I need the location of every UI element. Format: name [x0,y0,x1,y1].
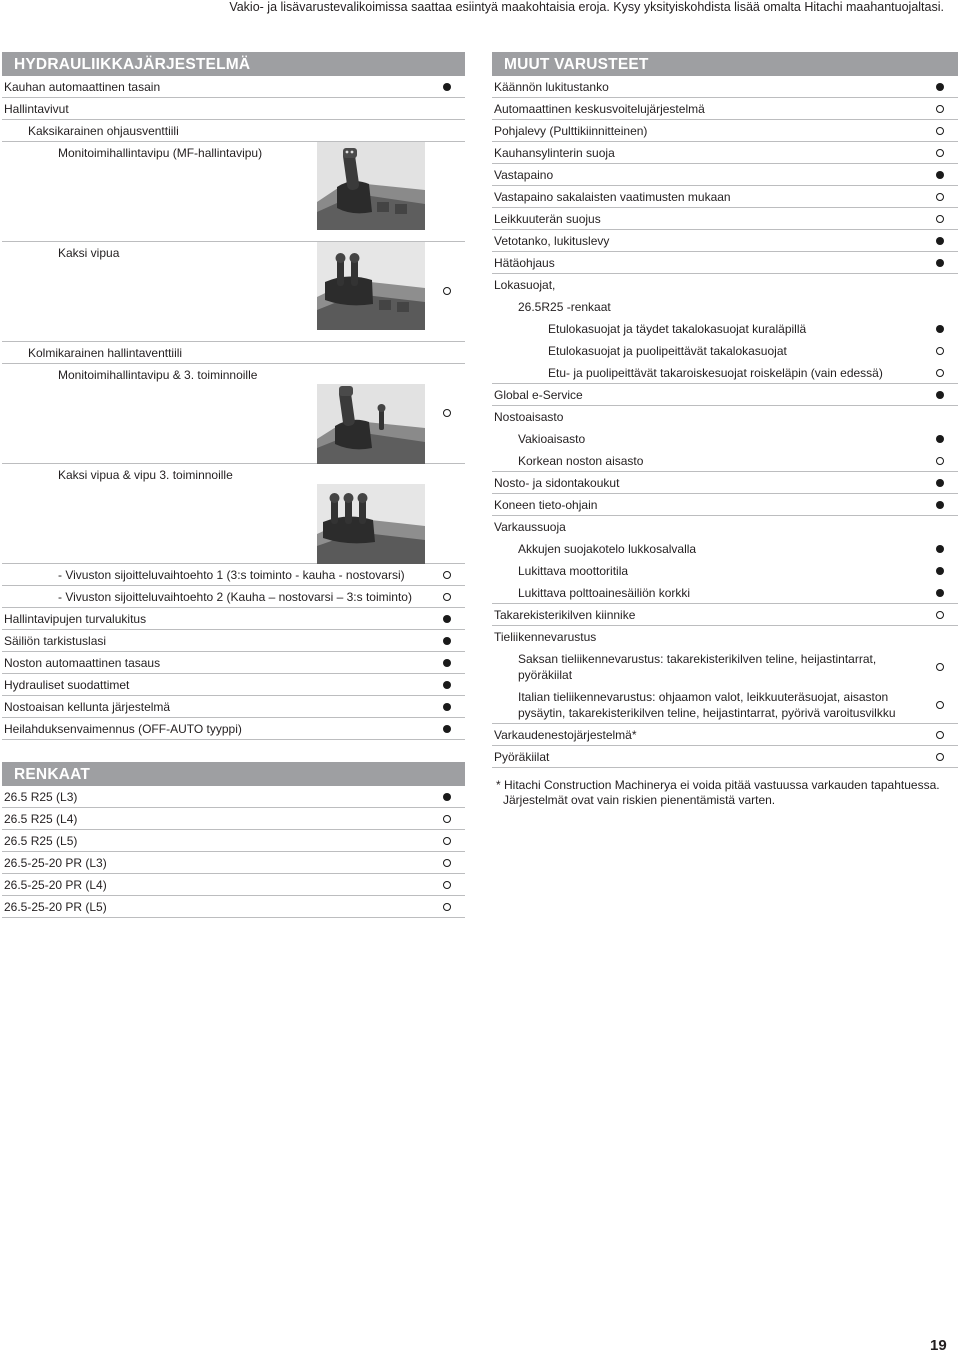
list-item [492,230,958,252]
footnote-line: Järjestelmät ovat vain riskien pienentämistä varten. [503,793,776,807]
item-label: 26.5 R25 (L3) [4,790,78,804]
item-label: 26.5 R25 (L4) [4,812,78,826]
standard-marker [936,567,944,575]
left-column [2,52,465,918]
optional-marker [936,215,944,223]
optional-marker [936,457,944,465]
standard-marker [443,725,451,733]
list-item [492,626,958,648]
optional-marker [443,903,451,911]
item-label: Lokasuojat, [494,278,556,292]
lever-label: Monitoimihallintavipu & 3. toiminnoille [58,368,258,382]
standard-marker [936,391,944,399]
list-item [2,586,465,608]
list-item [492,120,958,142]
item-label: Korkean noston aisasto [518,454,644,468]
optional-marker [443,409,451,417]
standard-marker [443,83,451,91]
list-item [2,76,465,98]
optional-marker [936,127,944,135]
hydraulics-header: HYDRAULIIKKAJÄRJESTELMÄ [2,52,465,76]
item-label: 26.5-25-20 PR (L5) [4,900,107,914]
list-item [492,142,958,164]
item-label: Kolmikarainen hallintaventtiili [28,346,183,360]
standard-marker [443,187,451,195]
list-item [492,428,958,450]
standard-marker [936,589,944,597]
three-levers-photo [317,484,425,564]
list-item [492,582,958,604]
item-label: Vastapaino [494,168,554,182]
item-label: Heilahduksenvaimennus (OFF-AUTO tyyppi) [4,722,242,736]
standard-marker [443,703,451,711]
standard-marker [936,171,944,179]
list-item [2,674,465,696]
item-label: Akkujen suojakotelo lukkosalvalla [518,542,697,556]
list-item [492,76,958,98]
item-label: Leikkuuterän suojus [494,212,601,226]
item-label: Vetotanko, lukituslevy [494,234,610,248]
item-label: Hallintavipujen turvalukitus [4,612,147,626]
standard-marker [936,259,944,267]
lever-label: Monitoimihallintavipu (MF-hallintavipu) [58,146,263,160]
item-label: 26.5 R25 (L5) [4,834,78,848]
standard-marker [936,545,944,553]
optional-marker [936,193,944,201]
single-lever-photo [317,142,425,230]
item-label: - Vivuston sijoitteluvaihtoehto 1 (3:s toiminto - kauha - nostovarsi) [58,568,405,582]
list-item [492,340,958,362]
list-item [492,318,958,340]
disclaimer-note: Vakio- ja lisävarustevalikoimissa saattaa esiintyä maakohtaisia eroja. Kysy yksityiskohdista lisää omalta Hitachi maahantuojaltasi. [229,0,944,14]
lever-row-mf-third [2,364,465,464]
list-item [2,896,465,918]
lever-label: Kaksi vipua [58,246,120,260]
list-item [492,164,958,186]
optional-marker [443,593,451,601]
item-label: Vakioaisasto [518,432,586,446]
item-label: Hydrauliset suodattimet [4,678,130,692]
optional-marker [936,347,944,355]
standard-marker [936,83,944,91]
optional-marker [443,571,451,579]
footnote [492,768,958,808]
optional-marker [936,753,944,761]
list-item [492,560,958,582]
list-item [2,808,465,830]
item-label: Käännön lukitustanko [494,80,609,94]
item-label: Etulokasuojat ja täydet takalokasuojat kuraläpillä [548,322,807,336]
optional-marker [936,105,944,113]
item-label: Hätäohjaus [494,256,555,270]
optional-marker [936,663,944,671]
tires-header: RENKAAT [2,762,465,786]
page-number: 19 [930,1337,947,1354]
list-item [492,604,958,626]
item-label: Takarekisterikilven kiinnike [494,608,636,622]
item-label: Italian tieliikennevarustus: ohjaamon valot, leikkuuteräsuojat, aisaston pysäytin, takarekisterikilven teline, heijastintarrat, pyörivä varoitusvilkku [518,690,896,720]
list-item [2,608,465,630]
item-label: Tieliikennevarustus [494,630,597,644]
standard-marker [443,793,451,801]
list-item [2,564,465,586]
item-label: Etu- ja puolipeittävät takaroiskesuojat roiskeläpin (vain edessä) [548,366,883,380]
item-label: Nosto- ja sidontakoukut [494,476,620,490]
standard-marker [443,659,451,667]
footnote-line: * Hitachi Construction Machinerya ei voida pitää vastuussa varkauden tapahtuessa. [496,778,940,792]
list-item [492,362,958,384]
standard-marker [936,237,944,245]
list-item [2,786,465,808]
standard-marker [936,479,944,487]
optional-marker [443,859,451,867]
item-label: Lukittava polttoainesäiliön korkki [518,586,691,600]
list-item [2,830,465,852]
optional-marker [936,731,944,739]
list-item [492,98,958,120]
item-label: Kauhan automaattinen tasain [4,80,161,94]
list-item [2,696,465,718]
list-item [492,252,958,274]
item-label: Varkaussuoja [494,520,566,534]
list-item [2,874,465,896]
list-item [492,274,958,296]
optional-marker [443,881,451,889]
list-item [492,724,958,746]
list-item [492,472,958,494]
item-label: Kauhansylinterin suoja [494,146,615,160]
standard-marker [443,615,451,623]
standard-marker [936,501,944,509]
optional-marker [936,369,944,377]
standard-marker [936,325,944,333]
item-label: Noston automaattinen tasaus [4,656,161,670]
optional-marker [443,815,451,823]
right-column [492,52,958,808]
standard-marker [936,435,944,443]
item-label: Nostoaisasto [494,410,564,424]
list-item [2,718,465,740]
list-item [492,450,958,472]
list-item [492,686,958,724]
list-item [2,120,465,142]
item-label: Etulokasuojat ja puolipeittävät takalokasuojat [548,344,787,358]
two-levers-photo [317,242,425,330]
list-item [492,296,958,318]
item-label: Lukittava moottoritila [518,564,629,578]
item-label: 26.5R25 -renkaat [518,300,611,314]
lever-row-two [2,242,465,342]
standard-marker [443,637,451,645]
item-label: Koneen tieto-ohjain [494,498,598,512]
item-label: - Vivuston sijoitteluvaihtoehto 2 (Kauha – nostovarsi – 3:s toiminto) [58,590,412,604]
item-label: 26.5-25-20 PR (L3) [4,856,107,870]
item-label: Varkaudenestojärjestelmä* [494,728,637,742]
item-label: Hallintavivut [4,102,69,116]
item-label: Global e-Service [494,388,583,402]
lever-row-mf [2,142,465,242]
optional-marker [936,611,944,619]
list-item [2,630,465,652]
list-item [492,746,958,768]
item-label: Vastapaino sakalaisten vaatimusten mukaan [494,190,731,204]
lever-label: Kaksi vipua & vipu 3. toiminnoille [58,468,233,482]
list-item [2,652,465,674]
list-item [492,406,958,428]
item-label: Nostoaisan kellunta järjestelmä [4,700,171,714]
item-label: Pohjalevy (Pulttikiinnitteinen) [494,124,648,138]
optional-marker [443,287,451,295]
list-item [2,98,465,120]
optional-marker [936,149,944,157]
list-item [2,852,465,874]
item-label: Saksan tieliikennevarustus: takarekisterikilven teline, heijastintarrat, pyöräkiilat [518,652,877,682]
list-item [492,208,958,230]
item-label: Säiliön tarkistuslasi [4,634,107,648]
lever-row-three [2,464,465,564]
mf-lever-third-photo [317,384,425,464]
list-item [2,342,465,364]
item-label: Automaattinen keskusvoitelujärjestelmä [494,102,705,116]
list-item [492,516,958,538]
misc-header: MUUT VARUSTEET [492,52,958,76]
list-item [492,186,958,208]
list-item [492,538,958,560]
optional-marker [936,701,944,709]
item-label: Pyöräkiilat [494,750,550,764]
list-item [492,384,958,406]
list-item [492,648,958,686]
item-label: 26.5-25-20 PR (L4) [4,878,107,892]
list-item [492,494,958,516]
item-label: Kaksikarainen ohjausventtiili [28,124,179,138]
optional-marker [443,837,451,845]
standard-marker [443,681,451,689]
